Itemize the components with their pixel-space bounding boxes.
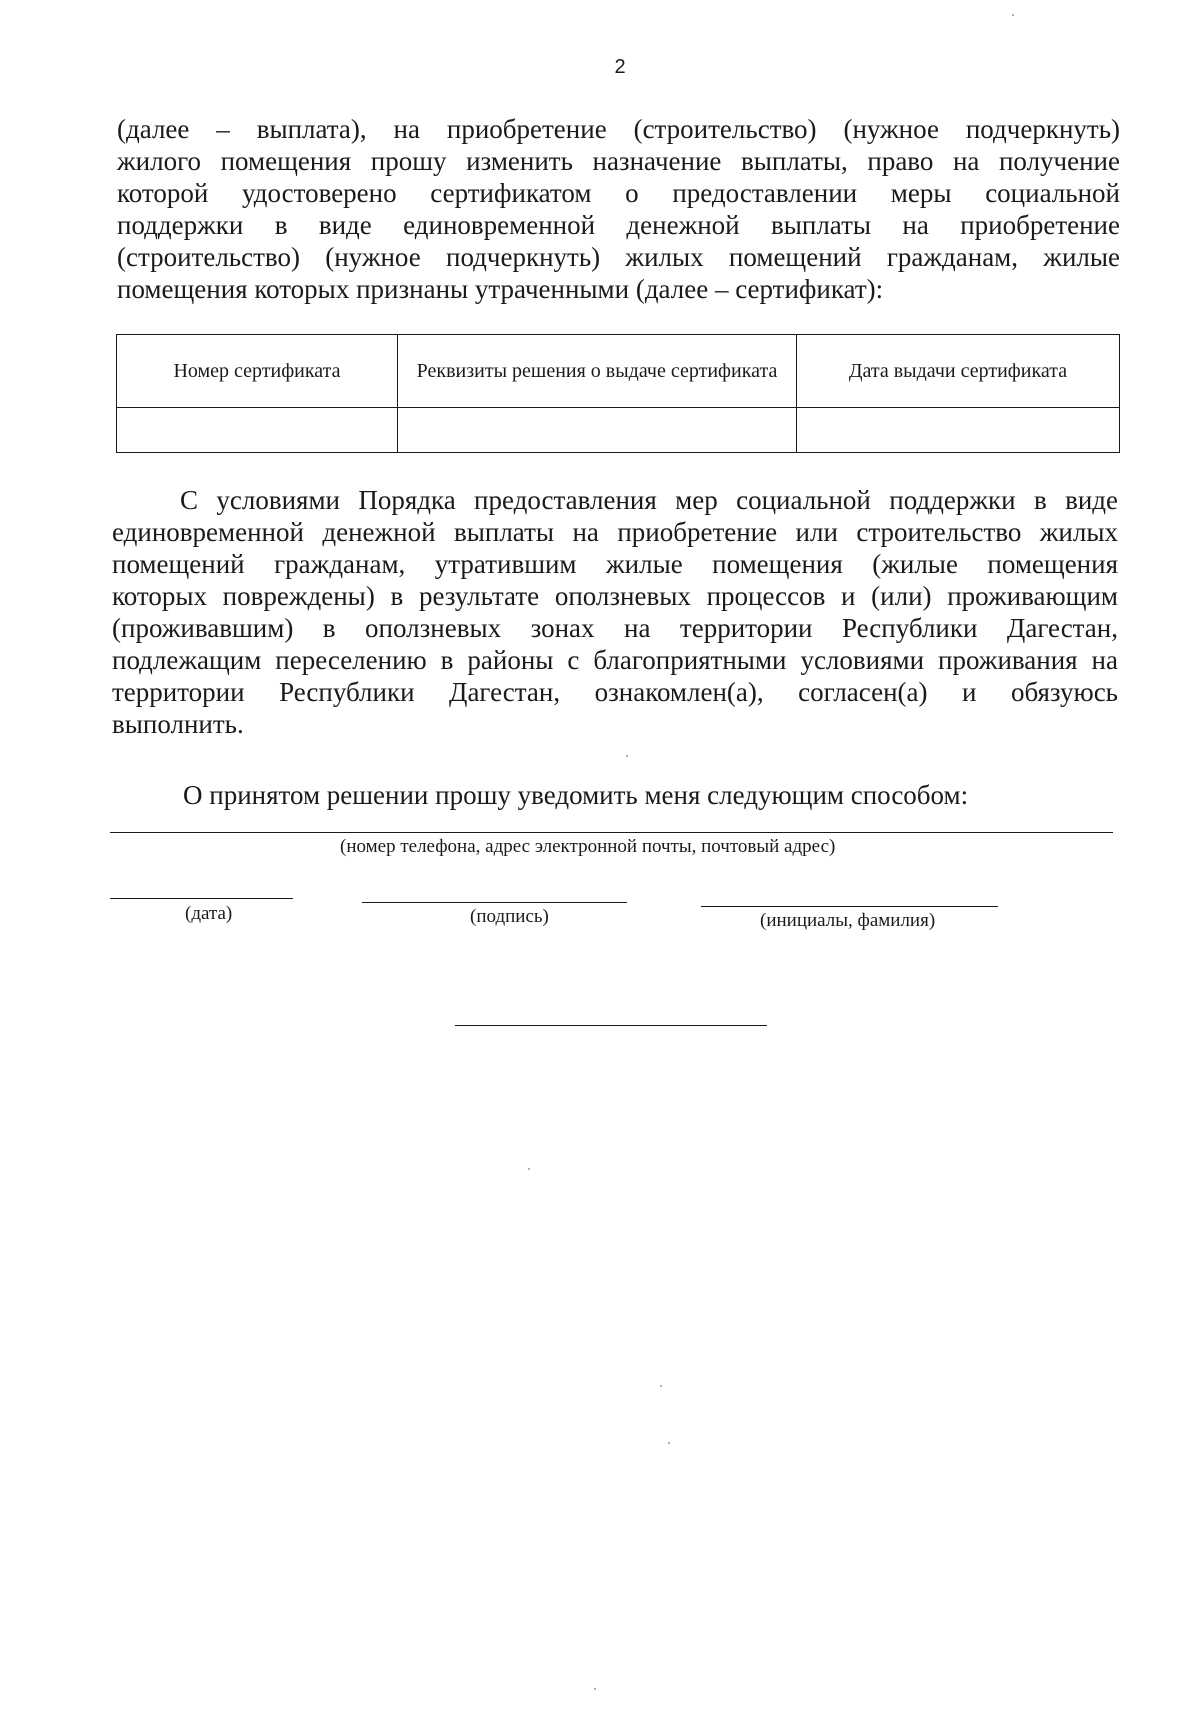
cell-decision-details[interactable] <box>398 408 797 453</box>
header-issue-date: Дата выдачи сертификата <box>797 335 1120 408</box>
paragraph-line: территории Республики Дагестан, ознакомлен(а), согласен(а) и обязуюсь <box>112 677 1118 707</box>
header-decision-details: Реквизиты решения о выдаче сертификата <box>398 335 797 408</box>
signature-caption: (подпись) <box>470 906 549 927</box>
certificate-table <box>116 334 1120 453</box>
paragraph-line: (строительство) (нужное подчеркнуть) жилых помещений гражданам, жилые <box>117 242 1120 272</box>
paragraph-line: которой удостоверено сертификатом о предоставлении меры социальной <box>117 178 1120 208</box>
paragraph-line: выполнить. <box>112 709 244 739</box>
notification-text: О принятом решении прошу уведомить меня следующим способом: <box>183 780 969 810</box>
page-number: 2 <box>614 56 626 78</box>
scan-speck <box>528 1168 530 1170</box>
paragraph-line: единовременной денежной выплаты на приобретение или строительство жилых <box>112 517 1118 547</box>
paragraph-line: помещений гражданам, утратившим жилые помещения (жилые помещения <box>112 549 1118 579</box>
scan-speck <box>1012 14 1014 16</box>
date-caption: (дата) <box>185 903 233 924</box>
end-divider <box>455 1025 767 1026</box>
name-caption: (инициалы, фамилия) <box>760 910 936 931</box>
table-header-row <box>117 335 1120 408</box>
paragraph-line: (проживавшим) в оползневых зонах на территории Республики Дагестан, <box>112 613 1118 643</box>
scan-speck <box>668 1442 670 1444</box>
consent-paragraph <box>112 484 1118 740</box>
paragraph-line: помещения которых признаны утраченными (далее – сертификат): <box>117 274 884 304</box>
paragraph-line: жилого помещения прошу изменить назначение выплаты, право на получение <box>117 146 1120 176</box>
paragraph-line: (далее – выплата), на приобретение (строительство) (нужное подчеркнуть) <box>117 114 1120 144</box>
paragraph-line: поддержки в виде единовременной денежной выплаты на приобретение <box>117 210 1120 240</box>
contact-caption: (номер телефона, адрес электронной почты, почтовый адрес) <box>340 836 836 857</box>
intro-paragraph <box>117 113 1120 305</box>
paragraph-line: подлежащим переселению в районы с благоприятными условиями проживания на <box>112 645 1118 675</box>
cell-issue-date[interactable] <box>797 408 1120 453</box>
header-certificate-number: Номер сертификата <box>117 335 398 408</box>
table-row <box>117 408 1120 453</box>
paragraph-line: которых повреждены) в результате оползневых процессов и (или) проживающим <box>112 581 1118 611</box>
scan-speck <box>660 1385 662 1387</box>
name-line[interactable] <box>701 906 998 907</box>
paragraph-line: С условиями Порядка предоставления мер социальной поддержки в виде <box>180 485 1118 515</box>
contact-line[interactable] <box>110 832 1113 833</box>
date-line[interactable] <box>110 898 293 899</box>
signature-line[interactable] <box>362 902 627 903</box>
scan-speck <box>594 1688 596 1690</box>
cell-certificate-number[interactable] <box>117 408 398 453</box>
scan-speck <box>626 755 628 757</box>
